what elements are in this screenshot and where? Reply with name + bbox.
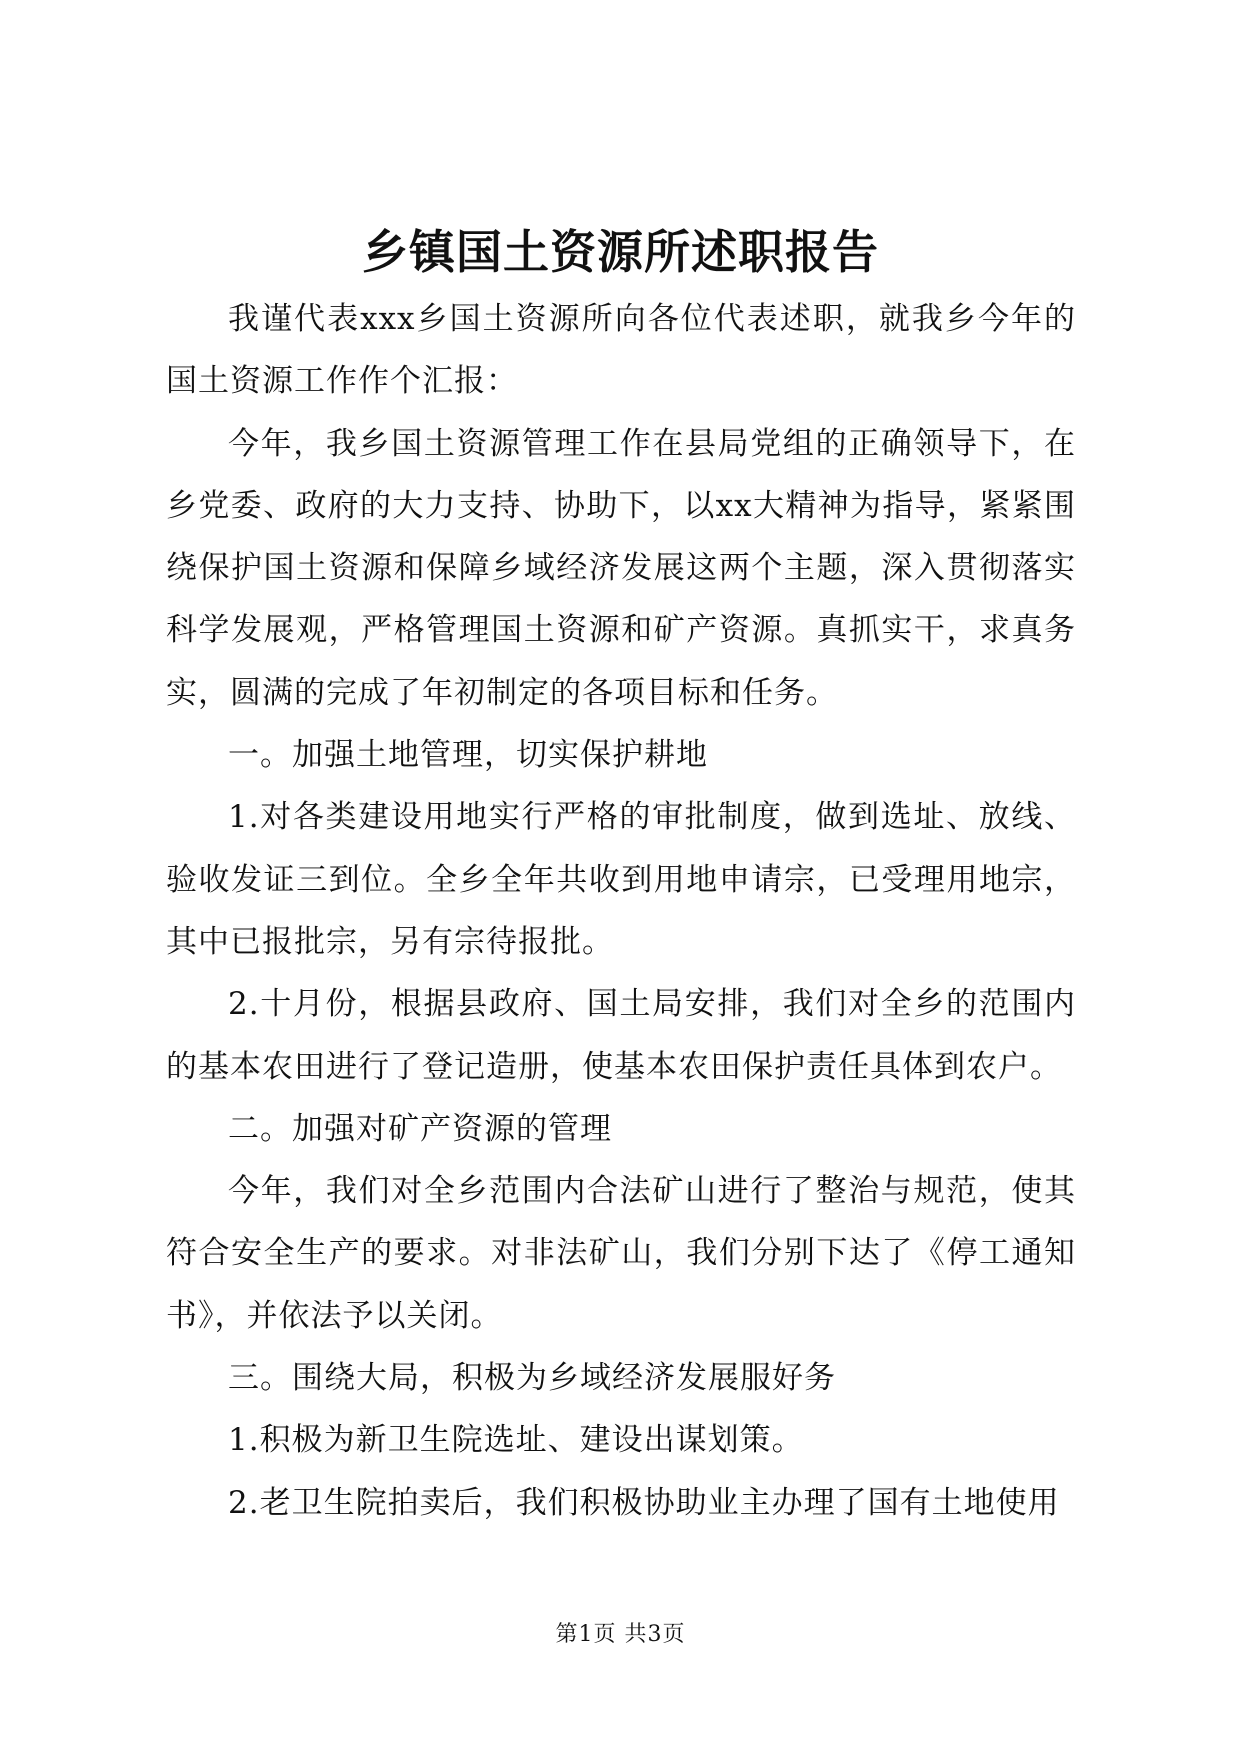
page-number-footer: 第1页 共3页: [555, 1622, 686, 1647]
paragraph-1-2: 2.十月份，根据县政府、国土局安排，我们对全乡的范围内的基本农田进行了登记造册，使基本农田保护责任具体到农户。: [166, 986, 1076, 1085]
paragraph-overview: 今年，我乡国土资源管理工作在县局党组的正确领导下，在乡党委、政府的大力支持、协助下，以xx大精神为指导，紧紧围绕保护国土资源和保障乡域经济发展这两个主题，深入贯彻落实科学发展观，严格管理国土资源和矿产资源。真抓实干，求真务实，圆满的完成了年初制定的各项目标和任务。: [166, 425, 1076, 711]
paragraph-1-1: 1.对各类建设用地实行严格的审批制度，做到选址、放线、验收发证三到位。全乡全年共收到用地申请宗，已受理用地宗，其中已报批宗，另有宗待报批。: [166, 799, 1076, 960]
document-body: [166, 288, 1076, 1534]
document-title: 乡镇国土资源所述职报告: [362, 225, 879, 279]
section-heading-3: 三。围绕大局，积极为乡域经济发展服好务: [228, 1360, 836, 1397]
section-heading-2: 二。加强对矿产资源的管理: [228, 1110, 612, 1147]
section-heading-1: 一。加强土地管理，切实保护耕地: [228, 737, 708, 774]
paragraph-3-2: 2.老卫生院拍卖后，我们积极协助业主办理了国有土地使用: [228, 1484, 1060, 1521]
paragraph-3-1: 1.积极为新卫生院选址、建设出谋划策。: [228, 1422, 804, 1459]
paragraph-2: 今年，我们对全乡范围内合法矿山进行了整治与规范，使其符合安全生产的要求。对非法矿山，我们分别下达了《停工通知书》，并依法予以关闭。: [166, 1173, 1076, 1334]
paragraph-intro: 我谨代表xxx乡国土资源所向各位代表述职，就我乡今年的国土资源工作作个汇报：: [166, 301, 1076, 400]
